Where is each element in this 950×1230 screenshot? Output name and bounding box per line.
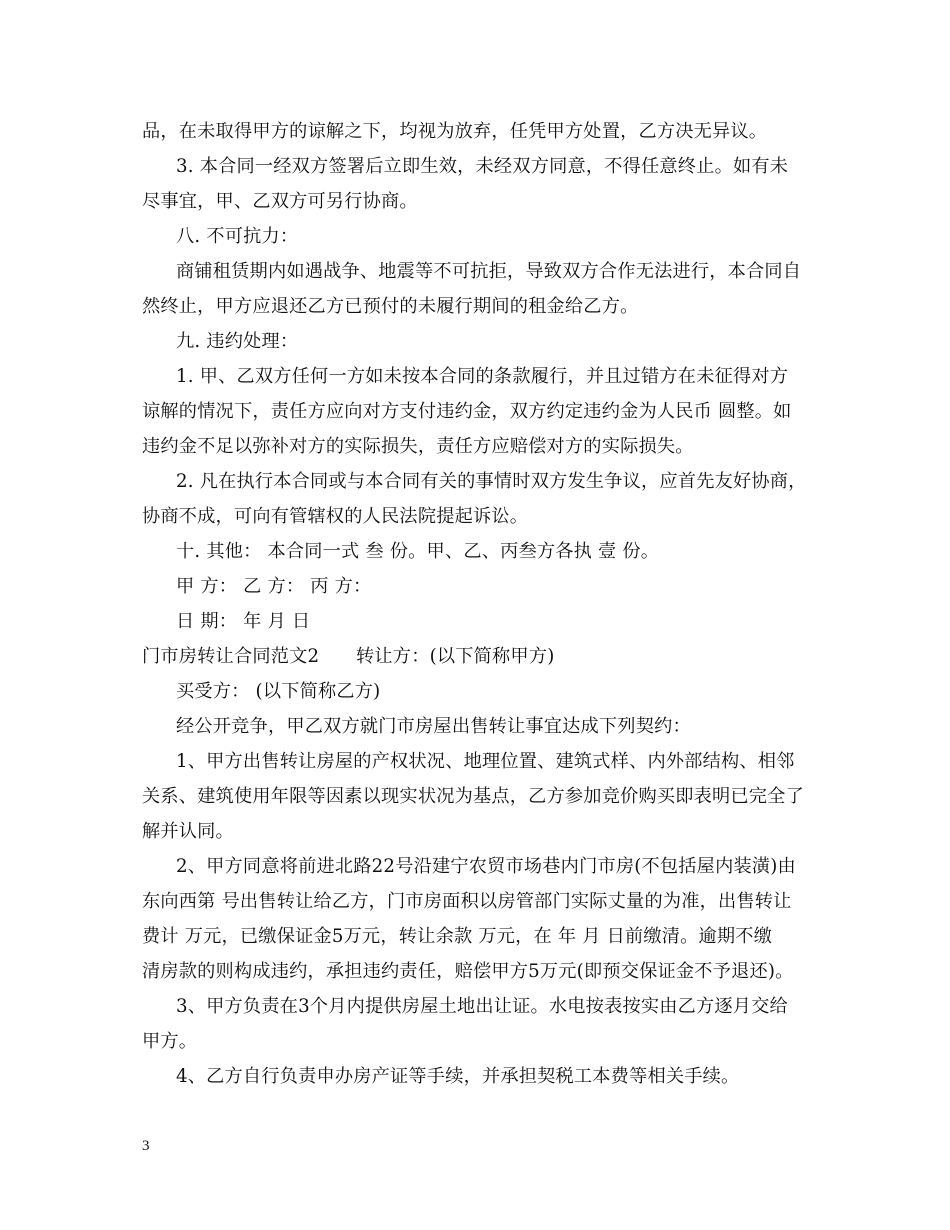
text-line: 4、乙方自行负责申办房产证等手续，并承担契税工本费等相关手续。 — [176, 1066, 740, 1087]
text-line: 1. 甲、乙双方任何一方如未按本合同的条款履行，并且过错方在未征得对方 — [176, 366, 789, 387]
text-line: 2. 凡在执行本合同或与本合同有关的事情时双方发生争议，应首先友好协商， — [176, 471, 807, 492]
text-line: 甲 方： 乙 方： 丙 方： — [176, 576, 372, 597]
text-line: 违约金不足以弥补对方的实际损失，责任方应赔偿对方的实际损失。 — [142, 436, 694, 457]
text-line: 日 期： 年 月 日 — [176, 611, 311, 632]
text-line: 门市房转让合同范文2 转让方：(以下简称甲方) — [142, 646, 555, 667]
text-line: 买受方： (以下简称乙方) — [176, 681, 381, 702]
page-number: 3 — [142, 1138, 150, 1154]
text-line: 谅解的情况下，责任方应向对方支付违约金，双方约定违约金为人民币 圆整。如 — [142, 401, 792, 422]
text-line: 商铺租赁期内如遇战争、地震等不可抗拒，导致双方合作无法进行，本合同自 — [176, 261, 802, 282]
text-line: 九. 违约处理： — [176, 331, 299, 352]
text-line: 十. 其他： 本合同一式 叁 份。甲、乙、丙叁方各执 壹 份。 — [176, 541, 660, 562]
text-line: 2、甲方同意将前进北路22号沿建宁农贸市场巷内门市房(不包括屋内装潢)由 — [176, 856, 796, 877]
text-line: 关系、建筑使用年限等因素以现实状况为基点，乙方参加竞价购买即表明已完全了 — [142, 786, 804, 807]
text-line: 然终止，甲方应退还乙方已预付的未履行期间的租金给乙方。 — [142, 296, 639, 317]
text-line: 尽事宜，甲、乙双方可另行协商。 — [142, 191, 418, 212]
text-line: 八. 不可抗力： — [176, 226, 299, 247]
text-line: 经公开竞争，甲乙双方就门市房屋出售转让事宜达成下列契约： — [176, 716, 691, 737]
document-body — [142, 114, 822, 1094]
text-line: 3、甲方负责在3个月内提供房屋土地出让证。水电按表按实由乙方逐月交给 — [176, 996, 788, 1017]
text-line: 1、甲方出售转让房屋的产权状况、地理位置、建筑式样、内外部结构、相邻 — [176, 751, 795, 772]
text-line: 费计 万元，已缴保证金5万元，转让余款 万元，在 年 月 日前缴清。逾期不缴 — [142, 926, 773, 947]
text-line: 解并认同。 — [142, 821, 234, 842]
text-line: 甲方。 — [142, 1031, 198, 1052]
text-line: 东向西第 号出售转让给乙方，门市房面积以房管部门实际丈量的为准，出售转让 — [142, 891, 792, 912]
text-line: 3. 本合同一经双方签署后立即生效，未经双方同意，不得任意终止。如有未 — [176, 156, 789, 177]
text-line: 清房款的则构成违约，承担违约责任，赔偿甲方5万元(即预交保证金不予退还)。 — [142, 961, 794, 982]
text-line: 协商不成，可向有管辖权的人民法院提起诉讼。 — [142, 506, 529, 527]
text-line: 品，在未取得甲方的谅解之下，均视为放弃，任凭甲方处置，乙方决无异议。 — [142, 121, 768, 142]
